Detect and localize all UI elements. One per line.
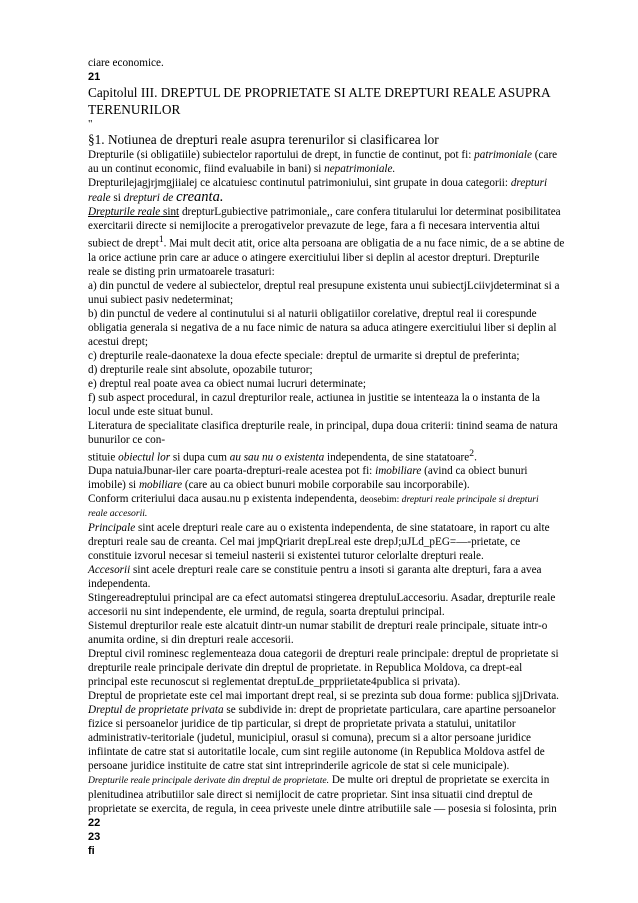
chapter-title-continued: TERENURILOR: [88, 102, 181, 117]
chapter-title: Capitolul III. DREPTUL DE PROPRIETATE SI ALTE DREPTURI REALE ASUPRA: [88, 85, 551, 100]
paragraph-line: Principale sint acele drepturi reale care au o existenta independenta, de sine statatoare, in raport cu alte: [88, 522, 550, 535]
paragraph-line: stituie obiectul lor si dupa cum au sau nu o existenta independenta, de sine statatoare$^2$.: [88, 447, 477, 464]
page-number: fi: [88, 845, 95, 858]
paragraph-line: infiintate de catre stat si autoritatile locale, cum sint regiile autonome (in Republica Moldova astfel de: [88, 746, 545, 759]
paragraph-line: plenitudinea atributiilor sale direct si nemijlocit de catre proprietar. Sint insa situatii cind dreptul de: [88, 789, 533, 802]
page-number: 21: [88, 71, 101, 83]
paragraph-line: Dreptul de proprietate privata se subdivide in: drept de proprietate particulara, care apartine persoanelor: [88, 704, 556, 717]
section-heading: §1. Notiunea de drepturi reale asupra terenurilor si clasificarea lor: [88, 132, 439, 147]
paragraph-line: bunurilor ce con-: [88, 433, 166, 446]
paragraph-line: Drepturile reale sint drepturLgubiective patrimoniale,, care confera titularului lor determinat posibilitatea: [88, 206, 561, 218]
list-item-b: b) din punctul de vedere al continutului si al naturii obligatiilor corelative, dreptul real ii corespunde: [88, 307, 537, 320]
paragraph-line: reale si drepturi de creanta.: [88, 189, 224, 205]
page-number: 23: [88, 831, 101, 844]
paragraph-line: Drepturile reale principale derivate din dreptul de proprietate. De multe ori dreptul de proprietate se exercita in: [88, 774, 550, 787]
paragraph-line: proprietate se exercita, de regula, in ceea priveste unele dintre atributiile sale — posesia si folosinta, prin: [88, 803, 557, 816]
list-item-f: f) sub aspect procedural, in cazul drepturilor reale, actiunea in justitie se intenteaza la o instanta de la: [88, 391, 540, 404]
paragraph-line: obligatia generala si negativa de a nu face nimic de natura sa aduca atingere exercitiului liber si deplin al: [88, 321, 557, 334]
stray-mark: ": [88, 118, 93, 130]
paragraph-line: unui subiect pasiv nedeterminat;: [88, 293, 234, 306]
paragraph-line: administrativ-teritoriale (judetul, municipiul, orasul si comuna), precum si a altor persoane juridice: [88, 732, 532, 745]
paragraph-line: Conform criteriului daca ausau.nu p existenta independenta, deosebim: drepturi reale principale si drepturi: [88, 493, 539, 506]
footnote-ref: 1: [158, 234, 164, 245]
paragraph-line: Dupa natuiaJbunar-iler care poarta-drepturi-reale acestea pot fi: imobiliare (avind ca obiect bunuri: [88, 465, 528, 478]
paragraph-line: acestui drept;: [88, 335, 148, 348]
list-item-e: e) dreptul real poate avea ca obiect numai lucruri determinate;: [88, 377, 366, 390]
paragraph-line: reale se disting prin urmatoarele trasaturi:: [88, 265, 275, 278]
paragraph-line: la orice actiune prin care ar aduce o atingere exercitiului liber si deplin al acestor drepturi. Drepturile: [88, 251, 540, 264]
paragraph-line: persoane juridice instituite de catre stat sint intreprinderile agricole de stat si cele municipale).: [88, 760, 510, 773]
paragraph-line: accesorii nu sint independente, ele urmind, de regula, soarta dreptului principal.: [88, 606, 445, 619]
paragraph-line: fizice si persoanelor juridice de tip particular, si drept de proprietate privata a statului, unitatilor: [88, 718, 516, 731]
text-line: ciare economice.: [88, 57, 164, 69]
paragraph-line: Drepturilejagjrjmgjiialej ce alcatuiesc continutul patrimoniului, sint grupate in doua categorii: drepturi: [88, 177, 548, 189]
footnote-ref: 2: [469, 447, 475, 459]
paragraph-line: Drepturile (si obligatiile) subiectelor raportului de drept, in functie de continut, pot fi: patrimoniale (care: [88, 149, 558, 161]
list-item-d: d) drepturile reale sint absolute, opozabile tuturor;: [88, 363, 313, 376]
list-item-c: c) drepturile reale-daonatexe la doua efecte speciale: dreptul de urmarite si dreptul de preferinta;: [88, 349, 520, 362]
paragraph-line: Sistemul drepturilor reale este alcatuit dintr-un numar stabilit de drepturi reale principale, situate intr-o: [88, 620, 548, 633]
paragraph-line: subiect de drept$^1$. Mai mult decit atit, orice alta persoana are obligatia de a nu face nimic, de a se abtine de: [88, 234, 565, 250]
paragraph-line: Literatura de specialitate clasifica drepturile reale, in principal, dupa doua criterii: tinind seama de natura: [88, 419, 558, 432]
list-item-a: a) din punctul de vedere al subiectelor, dreptul real presupune existenta unui subiectjLciivjdeterminat si a: [88, 279, 560, 292]
paragraph-line: imobile) si mobiliare (care au ca obiect bunuri mobile corporabile sau incorporabile).: [88, 479, 470, 492]
paragraph-line: anumita ordine, si din drepturi reale accesorii.: [88, 634, 294, 647]
paragraph-line: principal este recunoscut si reglementat dreptuLde_prppriietate4publica si privata).: [88, 676, 461, 689]
paragraph-line: independenta.: [88, 578, 151, 591]
paragraph-line: Dreptul de proprietate este cel mai important drept real, si se prezinta sub doua forme: publica sjjDrivata.: [88, 690, 559, 703]
paragraph-line: constituie izvorul necesar si temeiul nasterii si existentei tuturor celorlalte drepturi reale.: [88, 550, 484, 563]
paragraph-line: Stingereadreptului principal are ca efect automatsi stingerea dreptuluLaccesoriu. Asadar, drepturile reale: [88, 592, 556, 605]
paragraph-line: Dreptul civil rominesc reglementeaza doua categorii de drepturi reale principale: dreptul de proprietate si: [88, 648, 559, 661]
paragraph-line: locul unde este situat bunul.: [88, 405, 214, 418]
paragraph-line: drepturile reale principale derivate din dreptul de proprietate. in Republica Moldova, ca drept-eal: [88, 662, 523, 675]
paragraph-line: au un continut economic, fiind evaluabile in bani) si nepatrimoniale.: [88, 163, 396, 175]
paragraph-line: drepturi reale sau de creanta. Cel mai jmpQriarit drepLreal este drepJ;uJLd_pEG=—-prietate, ce: [88, 536, 521, 549]
paragraph-line: reale accesorii.: [88, 508, 148, 520]
paragraph-line: exercitarii directe si nemijlocite a prerogativelor prevazute de lege, fara a fi necesara interventia altui: [88, 220, 540, 232]
page-number: 22: [88, 817, 101, 830]
paragraph-line: Accesorii sint acele drepturi reale care se constituie pentru a insoti si garanta alte drepturi, fara a avea: [88, 564, 542, 577]
